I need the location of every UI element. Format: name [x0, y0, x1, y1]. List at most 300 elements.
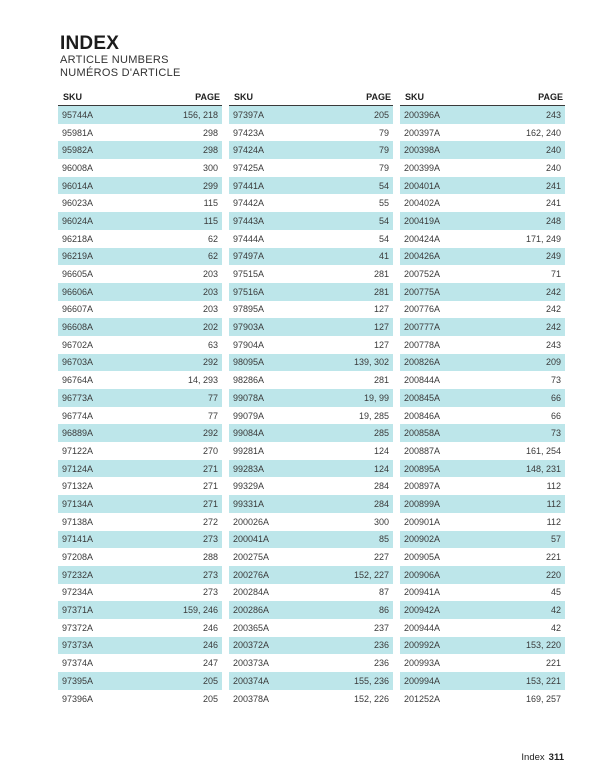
sku-cell: 200399A: [404, 162, 441, 173]
page-cell: 300: [202, 162, 218, 173]
table-row: [58, 230, 222, 248]
table-row: [58, 336, 222, 354]
sku-cell: 97396A: [62, 693, 94, 704]
page-cell: 71: [550, 269, 561, 280]
sku-cell: 97124A: [62, 463, 94, 474]
page-title: INDEX: [60, 33, 120, 54]
table-header: [58, 88, 222, 106]
sku-cell: 97373A: [62, 640, 94, 651]
table-row: [229, 265, 393, 283]
table-row: [229, 566, 393, 584]
sku-cell: 97395A: [62, 675, 94, 686]
page-cell: 271: [202, 463, 218, 474]
sku-cell: 200374A: [233, 675, 270, 686]
table-row: [400, 460, 565, 478]
table-row: [229, 672, 393, 690]
sku-cell: 97372A: [62, 622, 94, 633]
table-row: [400, 584, 565, 602]
sku-cell: 200994A: [404, 675, 441, 686]
table-row: [229, 389, 393, 407]
page-cell: 153, 220: [525, 640, 561, 651]
sku-cell: 200899A: [404, 498, 441, 509]
sku-cell: 200897A: [404, 481, 441, 492]
sku-cell: 200942A: [404, 605, 441, 616]
index-column-1: [58, 88, 222, 707]
table-body: [400, 106, 565, 707]
sku-cell: 200902A: [404, 534, 441, 545]
page-cell: 237: [373, 622, 389, 633]
page-cell: 66: [550, 392, 561, 403]
page-cell: 209: [545, 357, 561, 368]
sku-cell: 200846A: [404, 410, 441, 421]
page-cell: 73: [550, 375, 561, 386]
page-cell: 221: [545, 552, 561, 563]
page-cell: 271: [202, 481, 218, 492]
page-cell: 63: [207, 339, 218, 350]
page-cell: 112: [546, 498, 561, 509]
table-row: [400, 424, 565, 442]
sku-cell: 96218A: [62, 233, 94, 244]
page-cell: 241: [545, 180, 561, 191]
table-row: [58, 654, 222, 672]
page-cell: 236: [373, 658, 389, 669]
page-header: PAGE: [538, 91, 563, 102]
page-cell: 203: [202, 304, 218, 315]
page-cell: 115: [203, 198, 218, 209]
sku-cell: 98286A: [233, 375, 265, 386]
page-cell: 292: [202, 428, 218, 439]
page-cell: 139, 302: [353, 357, 389, 368]
page-cell: 161, 254: [525, 445, 561, 456]
sku-cell: 200275A: [233, 552, 270, 563]
page-cell: 298: [202, 145, 218, 156]
sku-cell: 99078A: [233, 392, 265, 403]
table-row: [229, 637, 393, 655]
page-cell: 240: [545, 145, 561, 156]
table-row: [229, 531, 393, 549]
sku-cell: 200397A: [404, 127, 441, 138]
sku-cell: 97516A: [233, 286, 265, 297]
table-row: [58, 283, 222, 301]
sku-cell: 200905A: [404, 552, 441, 563]
table-header: [400, 88, 565, 106]
sku-cell: 97441A: [233, 180, 265, 191]
sku-cell: 200396A: [404, 109, 441, 120]
table-row: [229, 548, 393, 566]
sku-cell: 200276A: [233, 569, 270, 580]
sku-cell: 200993A: [404, 658, 441, 669]
page-cell: 148, 231: [525, 463, 561, 474]
sku-cell: 97122A: [62, 445, 94, 456]
page-cell: 156, 218: [182, 109, 218, 120]
table-row: [229, 495, 393, 513]
page-cell: 79: [378, 162, 389, 173]
page-cell: 284: [373, 481, 389, 492]
page-cell: 79: [378, 145, 389, 156]
page-cell: 273: [202, 587, 218, 598]
page-header: [60, 34, 181, 79]
table-row: [400, 407, 565, 425]
table-row: [400, 371, 565, 389]
table-row: [58, 460, 222, 478]
sku-cell: 97904A: [233, 339, 265, 350]
page-cell: 281: [373, 375, 389, 386]
page-cell: 152, 227: [353, 569, 389, 580]
page-cell: 86: [378, 605, 389, 616]
sku-cell: 200944A: [404, 622, 441, 633]
table-row: [229, 601, 393, 619]
page-cell: 281: [373, 269, 389, 280]
table-row: [400, 283, 565, 301]
table-row: [400, 548, 565, 566]
sku-cell: 96606A: [62, 286, 94, 297]
table-row: [58, 248, 222, 266]
page-cell: 41: [378, 251, 389, 262]
table-row: [400, 248, 565, 266]
page-cell: 153, 221: [525, 675, 561, 686]
table-row: [400, 531, 565, 549]
page-cell: 247: [202, 658, 218, 669]
sku-cell: 200992A: [404, 640, 441, 651]
table-row: [229, 354, 393, 372]
page-cell: 271: [202, 498, 218, 509]
page-cell: 246: [202, 622, 218, 633]
table-row: [229, 248, 393, 266]
sku-cell: 97443A: [233, 215, 265, 226]
table-row: [400, 637, 565, 655]
page-cell: 241: [545, 198, 561, 209]
sku-cell: 200286A: [233, 605, 270, 616]
page-header: PAGE: [366, 91, 391, 102]
table-row: [400, 442, 565, 460]
page-header: PAGE: [195, 91, 220, 102]
table-row: [229, 177, 393, 195]
page-cell: 243: [545, 339, 561, 350]
sku-cell: 97138A: [62, 516, 94, 527]
page-cell: 240: [545, 162, 561, 173]
page-cell: 54: [378, 233, 389, 244]
subtitle-english: ARTICLE NUMBERS: [60, 54, 169, 66]
page-cell: 171, 249: [525, 233, 561, 244]
sku-cell: 97208A: [62, 552, 94, 563]
table-row: [58, 566, 222, 584]
sku-cell: 96702A: [62, 339, 94, 350]
sku-cell: 96703A: [62, 357, 94, 368]
sku-cell: 200752A: [404, 269, 441, 280]
sku-cell: 96024A: [62, 215, 94, 226]
page-cell: 42: [550, 622, 561, 633]
table-row: [58, 106, 222, 124]
page-cell: 42: [550, 605, 561, 616]
page-cell: 220: [545, 569, 561, 580]
page-cell: 227: [373, 552, 389, 563]
sku-cell: 200941A: [404, 587, 441, 598]
sku-cell: 97232A: [62, 569, 94, 580]
table-row: [229, 460, 393, 478]
table-row: [400, 124, 565, 142]
page-cell: 162, 240: [525, 127, 561, 138]
sku-cell: 97134A: [62, 498, 94, 509]
sku-cell: 96605A: [62, 269, 94, 280]
sku-cell: 96219A: [62, 251, 94, 262]
page-cell: 285: [373, 428, 389, 439]
table-row: [58, 124, 222, 142]
sku-cell: 97374A: [62, 658, 94, 669]
table-row: [229, 407, 393, 425]
table-row: [58, 513, 222, 531]
page-cell: 19, 99: [363, 392, 389, 403]
sku-cell: 200419A: [404, 215, 441, 226]
table-row: [400, 513, 565, 531]
table-row: [58, 159, 222, 177]
table-row: [58, 318, 222, 336]
page-cell: 62: [207, 233, 218, 244]
sku-cell: 200901A: [404, 516, 441, 527]
page-cell: 246: [202, 640, 218, 651]
table-row: [58, 548, 222, 566]
page-cell: 272: [202, 516, 218, 527]
table-row: [400, 301, 565, 319]
table-row: [229, 477, 393, 495]
sku-cell: 200778A: [404, 339, 441, 350]
sku-cell: 201252A: [404, 693, 441, 704]
page-cell: 281: [373, 286, 389, 297]
table-row: [58, 354, 222, 372]
sku-cell: 96023A: [62, 198, 94, 209]
table-row: [229, 513, 393, 531]
page-cell: 242: [545, 286, 561, 297]
table-row: [58, 531, 222, 549]
page-cell: 77: [207, 392, 218, 403]
page-cell: 79: [378, 127, 389, 138]
table-row: [58, 442, 222, 460]
page-cell: 270: [202, 445, 218, 456]
table-row: [58, 265, 222, 283]
table-row: [229, 318, 393, 336]
table-row: [400, 106, 565, 124]
sku-cell: 200845A: [404, 392, 441, 403]
page-cell: 85: [378, 534, 389, 545]
sku-cell: 99281A: [233, 445, 265, 456]
table-row: [400, 212, 565, 230]
sku-cell: 200426A: [404, 251, 441, 262]
sku-cell: 200373A: [233, 658, 270, 669]
table-row: [58, 601, 222, 619]
sku-cell: 200424A: [404, 233, 441, 244]
table-row: [58, 194, 222, 212]
table-row: [400, 336, 565, 354]
sku-cell: 200378A: [233, 693, 270, 704]
table-row: [400, 619, 565, 637]
table-row: [229, 654, 393, 672]
sku-cell: 95982A: [62, 145, 94, 156]
table-row: [58, 389, 222, 407]
table-row: [229, 283, 393, 301]
sku-cell: 200906A: [404, 569, 441, 580]
page-cell: 127: [373, 304, 389, 315]
table-row: [58, 672, 222, 690]
sku-cell: 97132A: [62, 481, 94, 492]
page-cell: 54: [378, 215, 389, 226]
sku-cell: 97425A: [233, 162, 265, 173]
table-row: [400, 601, 565, 619]
page-cell: 55: [378, 198, 389, 209]
sku-cell: 99329A: [233, 481, 265, 492]
table-header: [229, 88, 393, 106]
page-cell: 243: [545, 109, 561, 120]
page-cell: 205: [373, 109, 389, 120]
sku-cell: 97903A: [233, 322, 265, 333]
sku-cell: 97497A: [233, 251, 265, 262]
page-cell: 112: [546, 481, 561, 492]
table-row: [229, 106, 393, 124]
table-row: [229, 212, 393, 230]
sku-cell: 200401A: [404, 180, 441, 191]
table-row: [229, 619, 393, 637]
sku-cell: 200372A: [233, 640, 270, 651]
page-cell: 66: [550, 410, 561, 421]
sku-cell: 97141A: [62, 534, 94, 545]
sku-cell: 200844A: [404, 375, 441, 386]
sku-cell: 99283A: [233, 463, 265, 474]
page-cell: 127: [373, 322, 389, 333]
table-row: [229, 230, 393, 248]
sku-cell: 200402A: [404, 198, 441, 209]
table-row: [400, 495, 565, 513]
sku-cell: 97895A: [233, 304, 265, 315]
table-body: [229, 106, 393, 707]
sku-header: SKU: [405, 91, 425, 102]
sku-cell: 96774A: [62, 410, 94, 421]
table-row: [58, 690, 222, 708]
sku-cell: 98095A: [233, 357, 265, 368]
page-cell: 152, 226: [353, 693, 389, 704]
table-row: [400, 354, 565, 372]
page-cell: 203: [202, 269, 218, 280]
page-cell: 249: [545, 251, 561, 262]
sku-cell: 200041A: [233, 534, 270, 545]
table-row: [400, 654, 565, 672]
page-cell: 127: [373, 339, 389, 350]
table-row: [400, 177, 565, 195]
page-number: 311: [548, 752, 564, 763]
page-cell: 45: [550, 587, 561, 598]
sku-cell: 96008A: [62, 162, 94, 173]
page-cell: 288: [202, 552, 218, 563]
sku-cell: 200398A: [404, 145, 441, 156]
sku-cell: 200026A: [233, 516, 270, 527]
sku-cell: 200887A: [404, 445, 441, 456]
table-row: [58, 637, 222, 655]
table-row: [400, 318, 565, 336]
sku-cell: 96608A: [62, 322, 94, 333]
table-row: [229, 584, 393, 602]
table-row: [58, 619, 222, 637]
table-row: [58, 477, 222, 495]
sku-cell: 200895A: [404, 463, 441, 474]
sku-cell: 200775A: [404, 286, 441, 297]
index-column-3: [400, 88, 565, 707]
sku-cell: 96773A: [62, 392, 94, 403]
sku-cell: 200365A: [233, 622, 270, 633]
table-body: [58, 106, 222, 707]
page-cell: 273: [202, 569, 218, 580]
page-cell: 124: [373, 445, 389, 456]
page-cell: 203: [202, 286, 218, 297]
table-row: [58, 424, 222, 442]
sku-cell: 97234A: [62, 587, 94, 598]
page-cell: 292: [202, 357, 218, 368]
sku-header: SKU: [234, 91, 254, 102]
page-cell: 19, 285: [358, 410, 389, 421]
page-cell: 300: [373, 516, 389, 527]
page-cell: 77: [207, 410, 218, 421]
sku-cell: 95744A: [62, 109, 94, 120]
table-row: [58, 141, 222, 159]
table-row: [58, 177, 222, 195]
table-row: [229, 424, 393, 442]
page-cell: 155, 236: [353, 675, 389, 686]
page-cell: 159, 246: [182, 605, 218, 616]
table-row: [400, 389, 565, 407]
sku-cell: 97397A: [233, 109, 265, 120]
page-cell: 115: [203, 215, 218, 226]
index-column-2: [229, 88, 393, 707]
page-cell: 14, 293: [187, 375, 218, 386]
table-row: [229, 336, 393, 354]
table-row: [400, 141, 565, 159]
table-row: [58, 212, 222, 230]
page-cell: 298: [202, 127, 218, 138]
sku-cell: 200826A: [404, 357, 441, 368]
table-row: [400, 690, 565, 708]
table-row: [400, 230, 565, 248]
sku-cell: 97423A: [233, 127, 265, 138]
sku-cell: 96764A: [62, 375, 94, 386]
page-cell: 248: [545, 215, 561, 226]
page-cell: 221: [545, 658, 561, 669]
sku-cell: 97424A: [233, 145, 265, 156]
page-cell: 87: [378, 587, 389, 598]
sku-cell: 97444A: [233, 233, 265, 244]
table-row: [58, 371, 222, 389]
sku-cell: 96014A: [62, 180, 94, 191]
page-cell: 62: [207, 251, 218, 262]
page-cell: 202: [202, 322, 218, 333]
table-row: [229, 301, 393, 319]
table-row: [229, 371, 393, 389]
index-tables: [58, 88, 565, 707]
page-cell: 112: [546, 516, 561, 527]
page-cell: 57: [550, 534, 561, 545]
table-row: [229, 159, 393, 177]
sku-cell: 99331A: [233, 498, 265, 509]
sku-cell: 97515A: [233, 269, 265, 280]
sku-cell: 96889A: [62, 428, 94, 439]
page-cell: 124: [373, 463, 389, 474]
table-row: [229, 442, 393, 460]
sku-cell: 99084A: [233, 428, 265, 439]
sku-cell: 96607A: [62, 304, 94, 315]
sku-cell: 95981A: [62, 127, 94, 138]
sku-cell: 97442A: [233, 198, 265, 209]
table-row: [58, 495, 222, 513]
table-row: [229, 194, 393, 212]
page-cell: 299: [202, 180, 218, 191]
page-cell: 205: [202, 675, 218, 686]
table-row: [229, 141, 393, 159]
table-row: [400, 672, 565, 690]
